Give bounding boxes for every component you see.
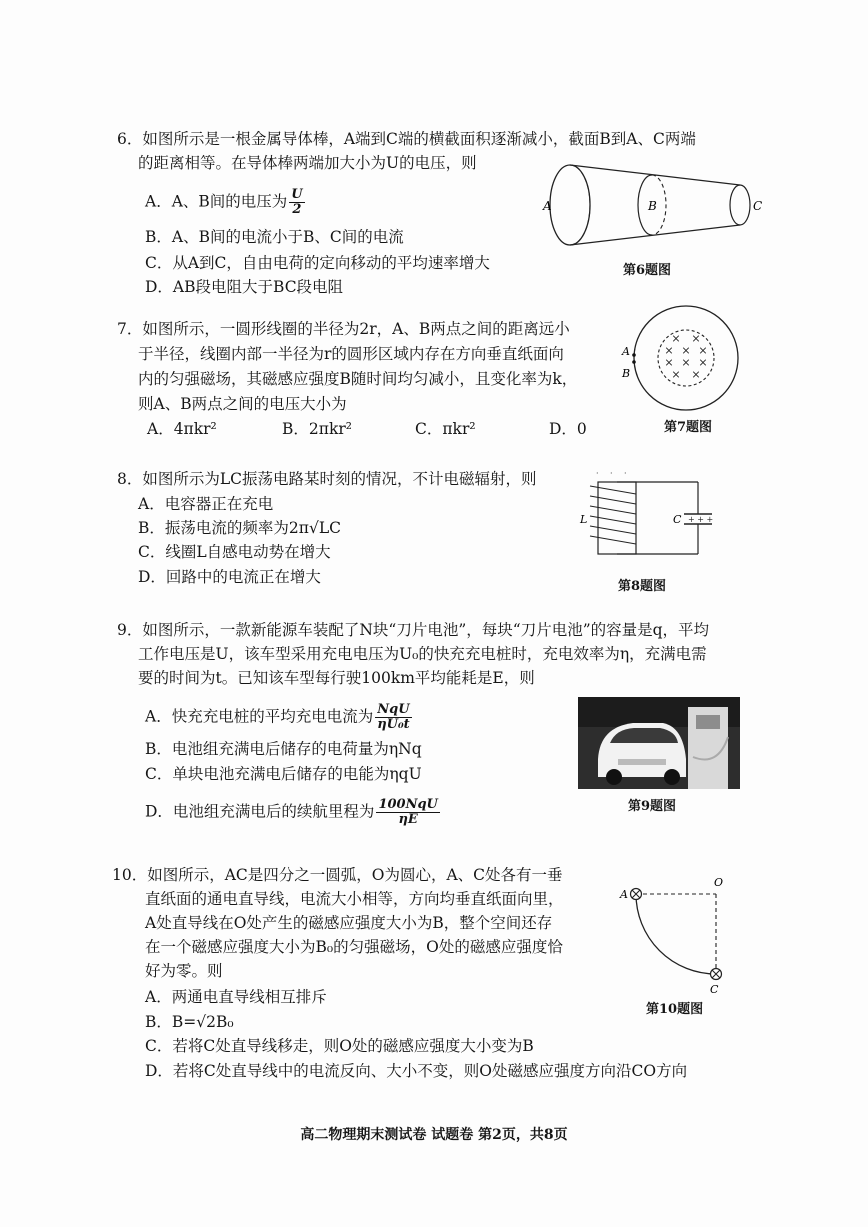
q9-car-charging-photo xyxy=(578,697,740,789)
q8-figure-caption: 第8题图 xyxy=(618,579,667,594)
q6-label-c: C xyxy=(753,199,763,213)
q8-option-d: D．回路中的电流正在增大 xyxy=(138,568,321,586)
q7-label-a: A xyxy=(622,345,630,358)
q10-option-a: A．两通电直导线相互排斥 xyxy=(145,988,327,1006)
svg-text:×: × xyxy=(671,368,681,381)
q7-coil-figure xyxy=(622,306,746,411)
q10-option-c: C．若将C处直导线移走，则O处的磁感应强度大小变为B xyxy=(145,1037,534,1055)
q6-label-a: A xyxy=(543,199,552,213)
q6-stem-line-1: 6．如图所示是一根金属导体棒，A端到C端的横截面积逐渐减小，截面B到A、C两端 xyxy=(117,130,696,148)
q7-option-c: C．πkr² xyxy=(415,420,476,438)
q10-stem-line-5: 好为零。则 xyxy=(145,962,223,980)
q6-option-a-text: A．A、B间的电压为 xyxy=(145,192,288,211)
q7-label-b: B xyxy=(622,367,631,380)
q8-option-c: C．线圈L自感电动势在增大 xyxy=(138,543,331,561)
svg-text:·: · xyxy=(610,469,613,478)
q9-stem-line-2: 工作电压是U，该车型采用充电电压为U₀的快充充电桩时，充电效率为η，充满电需 xyxy=(138,645,707,663)
q10-stem-line-2: 直纸面的通电直导线，电流大小相等，方向均垂直纸面向里， xyxy=(145,890,564,908)
q6-option-d: D．AB段电阻大于BC段电阻 xyxy=(145,278,344,296)
q6-a-numerator: U xyxy=(291,187,303,202)
svg-text:·: · xyxy=(624,469,627,478)
q9-a-numerator: NqU xyxy=(375,703,412,718)
q10-arc-figure xyxy=(618,876,738,996)
q8-lc-circuit-figure xyxy=(578,470,713,570)
svg-text:×: × xyxy=(664,344,674,357)
q8-option-b: B．振荡电流的频率为2π√LC xyxy=(138,519,341,537)
svg-text:×: × xyxy=(691,368,701,381)
svg-text:×: × xyxy=(681,344,691,357)
q8-label-l: L xyxy=(580,513,588,526)
q9-d-numerator: 100NqU xyxy=(378,797,438,812)
q9-option-d-text: D．电池组充满电后的续航里程为 xyxy=(145,802,375,821)
svg-text:×: × xyxy=(698,356,708,369)
q7-option-a: A．4πkr² xyxy=(147,420,217,438)
q9-option-d xyxy=(145,798,440,827)
q9-figure-caption: 第9题图 xyxy=(628,799,677,814)
svg-text:×: × xyxy=(664,356,674,369)
q6-stem-line-2: 的距离相等。在导体棒两端加大小为U的电压，则 xyxy=(138,154,477,172)
q10-figure-caption: 第10题图 xyxy=(646,1002,704,1017)
q6-option-c: C．从A到C，自由电荷的定向移动的平均速率增大 xyxy=(145,254,490,272)
svg-text:×: × xyxy=(698,344,708,357)
q6-option-a-fraction xyxy=(289,188,304,217)
q6-option-a xyxy=(145,188,305,217)
q9-option-b: B．电池组充满电后储存的电荷量为ηNq xyxy=(145,740,422,758)
q9-option-a-fraction xyxy=(375,703,412,732)
q6-label-b: B xyxy=(648,199,657,213)
q10-option-b: B．B=√2B₀ xyxy=(145,1013,234,1031)
q8-option-a: A．电容器正在充电 xyxy=(138,495,274,513)
svg-text:·: · xyxy=(596,469,599,478)
page-footer: 高二物理期末测试卷 试题卷 第2页，共8页 xyxy=(300,1127,568,1143)
q10-stem-line-1: 10．如图所示，AC是四分之一圆弧，O为圆心，A、C处各有一垂 xyxy=(112,866,563,884)
q7-stem-line-2: 于半径，线圈内部一半径为r的圆形区域内存在方向垂直纸面向 xyxy=(138,345,564,363)
q10-label-c: C xyxy=(710,983,719,996)
q6-a-denominator: 2 xyxy=(292,202,302,217)
q10-label-a: A xyxy=(620,888,628,901)
q9-option-c: C．单块电池充满电后储存的电能为ηqU xyxy=(145,765,422,783)
svg-text:×: × xyxy=(681,356,691,369)
q9-stem-line-1: 9．如图所示，一款新能源车装配了N块“刀片电池”，每块“刀片电池”的容量是q，平均 xyxy=(117,621,710,639)
q9-a-denominator: ηU₀t xyxy=(377,717,410,732)
q9-d-denominator: ηE xyxy=(398,812,418,827)
q7-stem-line-1: 7．如图所示，一圆形线圈的半径为2r，A、B两点之间的距离远小 xyxy=(117,320,570,338)
q6-figure-caption: 第6题图 xyxy=(623,263,672,278)
q8-label-c: C xyxy=(673,513,682,526)
q10-label-o: O xyxy=(714,876,724,889)
q10-option-d: D．若将C处直导线中的电流反向、大小不变，则O处磁感应强度方向沿CO方向 xyxy=(145,1062,688,1080)
q9-stem-line-3: 要的时间为t。已知该车型每行驶100km平均能耗是E，则 xyxy=(138,669,535,687)
q6-option-b: B．A、B间的电流小于B、C间的电流 xyxy=(145,228,404,246)
q9-option-a-text: A．快充充电桩的平均充电电流为 xyxy=(145,707,374,726)
q10-stem-line-4: 在一个磁感应强度大小为B₀的匀强磁场，O处的磁感应强度恰 xyxy=(145,938,563,956)
q6-conductor-figure xyxy=(540,164,770,254)
q10-stem-line-3: A处直导线在O处产生的磁感应强度大小为B，整个空间还存 xyxy=(145,914,553,932)
q7-stem-line-4: 则A、B两点之间的电压大小为 xyxy=(138,395,347,413)
svg-text:+ + +: + + + xyxy=(688,515,714,524)
svg-text:×: × xyxy=(671,332,681,345)
svg-text:×: × xyxy=(691,332,701,345)
q7-option-b: B．2πkr² xyxy=(282,420,352,438)
q7-stem-line-3: 内的匀强磁场，其磁感应强度B随时间均匀减小，且变化率为k， xyxy=(138,370,578,388)
q9-option-d-fraction xyxy=(376,798,439,827)
q7-option-d: D．0 xyxy=(549,420,587,438)
q9-option-a xyxy=(145,703,412,732)
q7-figure-caption: 第7题图 xyxy=(664,420,713,435)
q8-stem: 8．如图所示为LC振荡电路某时刻的情况，不计电磁辐射，则 xyxy=(117,470,537,488)
